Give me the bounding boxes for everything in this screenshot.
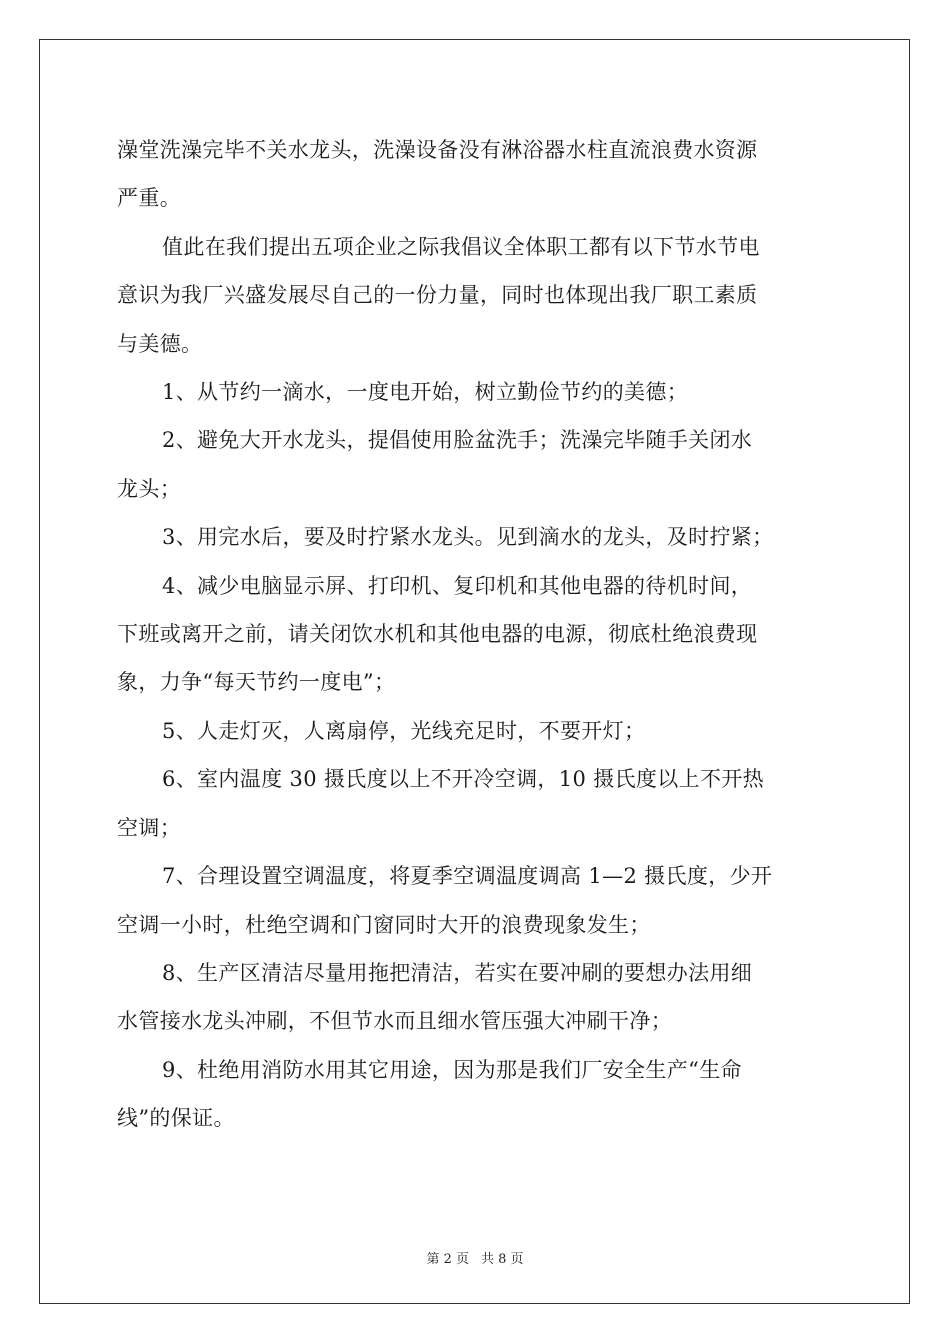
text-line: 意识为我厂兴盛发展尽自己的一份力量，同时也体现出我厂职工素质	[117, 283, 758, 308]
text-line: 1、从节约一滴水，一度电开始，树立勤俭节约的美德；	[162, 380, 689, 405]
text-line: 与美德。	[117, 331, 203, 356]
text-line: 值此在我们提出五项企业之际我倡议全体职工都有以下节水节电	[162, 234, 760, 259]
text-line: 空调；	[117, 815, 182, 840]
text-line: 6、室内温度 30 摄氏度以上不开冷空调，10 摄氏度以上不开热	[162, 767, 765, 792]
text-line: 9、杜绝用消防水用其它用途，因为那是我们厂安全生产“生命	[162, 1057, 742, 1082]
text-line: 水管接水龙头冲刷，不但节水而且细水管压强大冲刷干净；	[117, 1009, 673, 1034]
text-line: 4、减少电脑显示屏、打印机、复印机和其他电器的待机时间，	[162, 573, 753, 598]
text-line: 2、避免大开水龙头，提倡使用脸盆洗手；洗澡完毕随手关闭水	[162, 428, 753, 453]
page-total: 共 8 页	[481, 1252, 524, 1267]
text-line: 3、用完水后，要及时拧紧水龙头。见到滴水的龙头，及时拧紧；	[162, 525, 774, 550]
document-body	[117, 126, 835, 1143]
text-line: 龙头；	[117, 476, 182, 501]
text-line: 象，力争“每天节约一度电”；	[117, 670, 396, 695]
page-footer	[0, 1248, 950, 1267]
text-line: 澡堂洗澡完毕不关水龙头，洗澡设备没有淋浴器水柱直流浪费水资源	[117, 138, 758, 162]
text-line: 5、人走灯灭，人离扇停，光线充足时，不要开灯；	[162, 718, 646, 743]
text-line: 下班或离开之前，请关闭饮水机和其他电器的电源，彻底杜绝浪费现	[117, 622, 758, 647]
text-line: 线”的保证。	[117, 1106, 235, 1131]
text-line: 空调一小时，杜绝空调和门窗同时大开的浪费现象发生；	[117, 912, 651, 937]
page-number: 第 2 页	[426, 1252, 469, 1267]
text-line: 8、生产区清洁尽量用拖把清洁，若实在要冲刷的要想办法用细	[162, 960, 753, 985]
text-line: 7、合理设置空调温度，将夏季空调温度调高 1—2 摄氏度，少开	[162, 864, 773, 889]
text-line: 严重。	[117, 186, 182, 211]
